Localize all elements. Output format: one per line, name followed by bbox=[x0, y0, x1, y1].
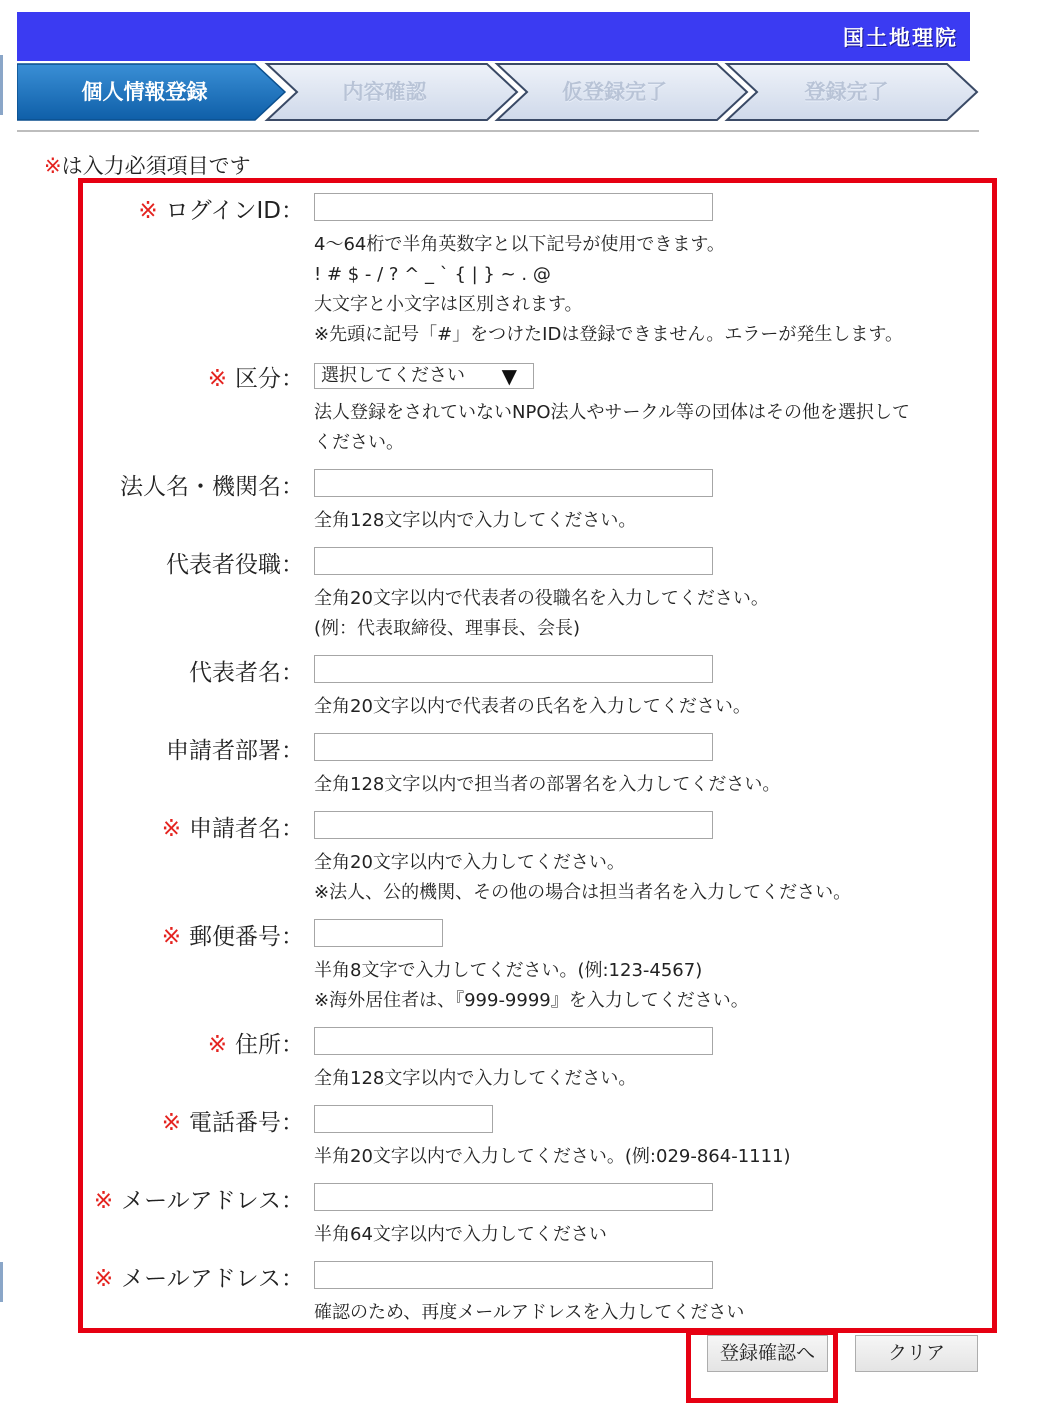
rep-title-label: 代表者役職： bbox=[166, 552, 304, 578]
phone-label: ※ 電話番号： bbox=[161, 1110, 304, 1136]
window-edge-bottom bbox=[0, 1262, 3, 1302]
confirm-registration-button[interactable]: 登録確認へ bbox=[707, 1335, 828, 1372]
rep-name-label: 代表者名： bbox=[189, 660, 304, 686]
email-confirm-label: ※ メールアドレス： bbox=[93, 1266, 304, 1292]
postal-help-2: ※海外居住者は、『999-9999』を入力してください。 bbox=[314, 990, 749, 1011]
applicant-name-input[interactable] bbox=[314, 811, 713, 839]
step-confirm-content: 内容確認 bbox=[342, 80, 427, 104]
progress-steps bbox=[17, 62, 979, 122]
category-help-1: 法人登録をされていないNPO法人やサークル等の団体はその他を選択して bbox=[314, 402, 910, 423]
step-registration-complete: 登録完了 bbox=[804, 80, 889, 104]
login-id-label: ※ ログインID： bbox=[138, 198, 304, 224]
step-provisional-complete: 仮登録完了 bbox=[562, 80, 667, 104]
required-note bbox=[44, 150, 251, 180]
required-mark: ※ bbox=[207, 366, 227, 392]
login-id-help-2: ! # $ - / ? ^ _ ` { | } ~ . @ bbox=[314, 264, 551, 285]
email-confirm-help: 確認のため、再度メールアドレスを入力してください bbox=[314, 1302, 745, 1323]
dept-help: 全角128文字以内で担当者の部署名を入力してください。 bbox=[314, 774, 781, 795]
postal-input[interactable] bbox=[314, 919, 443, 947]
org-name-help: 全角128文字以内で入力してください。 bbox=[314, 510, 637, 531]
email-help: 半角64文字以内で入力してください bbox=[314, 1224, 607, 1245]
address-help: 全角128文字以内で入力してください。 bbox=[314, 1068, 637, 1089]
required-mark: ※ bbox=[93, 1266, 114, 1292]
category-select[interactable]: 選択してください ▼ bbox=[314, 363, 534, 389]
login-id-help-3: 大文字と小文字は区別されます。 bbox=[314, 294, 583, 315]
phone-help: 半角20文字以内で入力してください。(例:029-864-1111) bbox=[314, 1146, 791, 1167]
applicant-name-help-2: ※法人、公的機関、その他の場合は担当者名を入力してください。 bbox=[314, 882, 852, 903]
window-edge-top bbox=[0, 55, 3, 115]
required-note-text: は入力必須項目です bbox=[61, 154, 251, 178]
dropdown-arrow-icon: ▼ bbox=[501, 364, 517, 388]
header-divider bbox=[17, 130, 979, 132]
address-input[interactable] bbox=[314, 1027, 713, 1055]
postal-label: ※ 郵便番号： bbox=[161, 924, 304, 950]
button-highlight-frame bbox=[686, 1330, 838, 1403]
site-header bbox=[17, 12, 970, 61]
login-id-help-1: 4〜64桁で半角英数字と以下記号が使用できます。 bbox=[314, 234, 725, 255]
rep-name-help: 全角20文字以内で代表者の氏名を入力してください。 bbox=[314, 696, 751, 717]
required-mark: ※ bbox=[44, 154, 62, 178]
gsi-logo: 国土地理院 bbox=[843, 26, 958, 50]
org-name-label: 法人名・機関名： bbox=[120, 474, 304, 500]
phone-input[interactable] bbox=[314, 1105, 493, 1133]
rep-title-help-2: (例：代表取締役、理事長、会長) bbox=[314, 618, 581, 639]
login-id-help-4: ※先頭に記号「#」をつけたIDは登録できません。エラーが発生します。 bbox=[314, 324, 903, 345]
required-mark: ※ bbox=[207, 1032, 227, 1058]
org-name-input[interactable] bbox=[314, 469, 713, 497]
applicant-name-help-1: 全角20文字以内で入力してください。 bbox=[314, 852, 625, 873]
rep-name-input[interactable] bbox=[314, 655, 713, 683]
required-mark: ※ bbox=[138, 198, 158, 224]
address-label: ※ 住所： bbox=[207, 1032, 304, 1058]
postal-help-1: 半角8文字で入力してください。(例:123-4567) bbox=[314, 960, 703, 981]
rep-title-input[interactable] bbox=[314, 547, 713, 575]
dept-input[interactable] bbox=[314, 733, 713, 761]
category-help-2: ください。 bbox=[314, 432, 404, 453]
email-label: ※ メールアドレス： bbox=[93, 1188, 304, 1214]
required-mark: ※ bbox=[161, 816, 181, 842]
rep-title-help-1: 全角20文字以内で代表者の役職名を入力してください。 bbox=[314, 588, 769, 609]
email-confirm-input[interactable] bbox=[314, 1261, 713, 1289]
applicant-name-label: ※ 申請者名： bbox=[161, 816, 304, 842]
clear-button[interactable]: クリア bbox=[855, 1335, 978, 1372]
email-input[interactable] bbox=[314, 1183, 713, 1211]
required-mark: ※ bbox=[161, 1110, 181, 1136]
required-mark: ※ bbox=[93, 1188, 114, 1214]
dept-label: 申請者部署： bbox=[166, 738, 304, 764]
step-personal-info: 個人情報登録 bbox=[81, 80, 208, 104]
required-mark: ※ bbox=[161, 924, 181, 950]
login-id-input[interactable] bbox=[314, 193, 713, 221]
category-label: ※ 区分： bbox=[207, 366, 304, 392]
